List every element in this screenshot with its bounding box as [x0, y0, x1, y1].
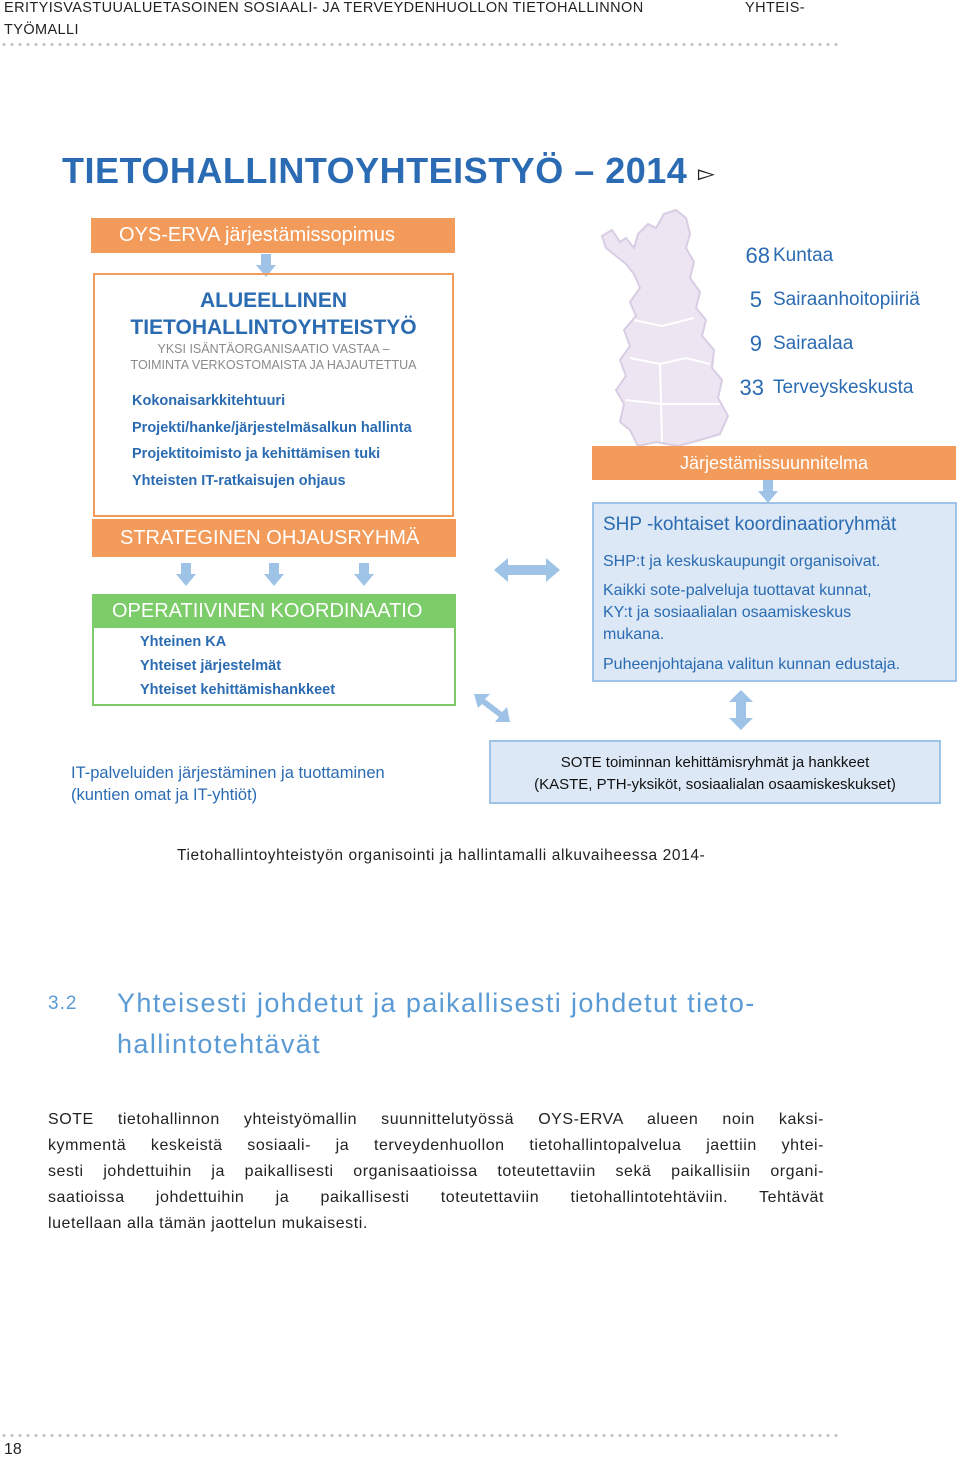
- shp-heading: SHP -kohtaiset koordinaatioryhmät: [603, 514, 897, 535]
- alueellinen-heading2: TIETOHALLINTOYHTEISTYÖ: [130, 316, 417, 339]
- stat-number: 33: [739, 375, 764, 400]
- alueellinen-sub1: YKSI ISÄNTÄORGANISAATIO VASTAA –: [157, 342, 390, 356]
- sote-box: [489, 740, 941, 804]
- title-pointer-icon: ▻: [697, 160, 716, 186]
- diagram-title-text: TIETOHALLINTOYHTEISTYÖ – 2014: [62, 150, 688, 191]
- figure-caption: Tietohallintoyhteistyön organisointi ja hallintamalli alkuvaiheessa 2014-: [177, 847, 706, 864]
- arrow-down-icon: [264, 563, 284, 587]
- shp-box: [592, 502, 957, 682]
- alueellinen-item: Kokonaisarkkitehtuuri: [132, 393, 286, 409]
- footer-dotted-rule: [0, 1433, 840, 1438]
- section-title-line2: hallintotehtävät: [117, 1029, 322, 1059]
- stat-number: 5: [749, 287, 762, 312]
- jarjestamis-label: Järjestämissuunnitelma: [679, 452, 869, 473]
- running-header-line1: ERITYISVASTUUALUETASOINEN SOSIAALI- JA TERVEYDENHUOLLON TIETOHALLINNON: [4, 0, 644, 16]
- shp-line: mukana.: [603, 626, 665, 643]
- shp-line: SHP:t ja keskuskaupungit organisoivat.: [603, 553, 881, 570]
- operatiivinen-item: Yhteiset kehittämishankkeet: [140, 682, 336, 698]
- alueellinen-item: Projektitoimisto ja kehittämisen tuki: [132, 446, 381, 462]
- section-number: 3.2: [48, 993, 78, 1014]
- running-header-line2: TYÖMALLI: [4, 22, 79, 38]
- double-arrow-horizontal-icon: [492, 556, 562, 584]
- paragraph-line: sesti johdettuihin ja paikallisesti organisaatioissa toteutettaviin sekä paikallisiin organi-: [48, 1163, 824, 1180]
- strateginen-label: STRATEGINEN OHJAUSRYHMÄ: [120, 526, 420, 549]
- alueellinen-box: [93, 273, 454, 517]
- alueellinen-heading1: ALUEELLINEN: [200, 289, 347, 312]
- jarjestamis-box: [592, 446, 956, 480]
- shp-line: Puheenjohtajana valitun kunnan edustaja.: [603, 656, 901, 673]
- finland-map-icon: [590, 208, 740, 448]
- section-title-line1: Yhteisesti johdetut ja paikallisesti johdetut tieto-: [117, 988, 756, 1018]
- diagram-title: [62, 150, 715, 192]
- operatiivinen-header: [92, 594, 456, 628]
- double-arrow-diagonal-icon: [470, 690, 514, 726]
- arrow-down-icon: [354, 563, 374, 587]
- double-arrow-vertical-icon: [728, 688, 754, 732]
- it-palvelut-line2: (kuntien omat ja IT-yhtiöt): [71, 786, 258, 804]
- oys-erva-label: OYS-ERVA järjestämissopimus: [119, 224, 396, 246]
- operatiivinen-item: Yhteinen KA: [140, 634, 227, 650]
- operatiivinen-item: Yhteiset järjestelmät: [140, 658, 282, 674]
- shp-line: Kaikki sote-palveluja tuottavat kunnat,: [603, 582, 872, 599]
- operatiivinen-box: [92, 628, 456, 706]
- alueellinen-item: Yhteisten IT-ratkaisujen ohjaus: [132, 473, 346, 489]
- body-paragraph: [48, 1107, 824, 1237]
- stat-label: Sairaanhoitopiiriä: [773, 289, 920, 310]
- it-palvelut-line1: IT-palveluiden järjestäminen ja tuottaminen: [71, 764, 385, 782]
- stat-number: 68: [745, 243, 770, 268]
- operatiivinen-heading: OPERATIIVINEN KOORDINAATIO: [112, 599, 423, 622]
- stat-label: Sairaalaa: [773, 333, 854, 354]
- arrow-down-icon: [758, 480, 778, 504]
- running-header-line1-right: YHTEIS-: [745, 0, 805, 16]
- paragraph-line: kymmentä keskeistä sosiaali- ja terveydenhuollon tietohallintopalvelua jaettiin yhtei-: [48, 1137, 824, 1154]
- header-dotted-rule: [0, 42, 840, 47]
- stat-number: 9: [749, 331, 762, 356]
- sote-line2: (KASTE, PTH-yksiköt, sosiaalialan osaamiskeskukset): [534, 776, 896, 793]
- strateginen-box: [92, 519, 456, 557]
- paragraph-line: SOTE tietohallinnon yhteistyömallin suunnittelutyössä OYS-ERVA alueen noin kaksi-: [48, 1111, 824, 1128]
- alueellinen-sub2: TOIMINTA VERKOSTOMAISTA JA HAJAUTETTUA: [130, 358, 417, 372]
- stat-label: Terveyskeskusta: [773, 377, 914, 398]
- page-number: 18: [4, 1441, 22, 1458]
- sote-line1: SOTE toiminnan kehittämisryhmät ja hankkeet: [560, 754, 870, 771]
- paragraph-line: luetellaan alla tämän jaottelun mukaisesti.: [48, 1215, 368, 1232]
- shp-line: KY:t ja sosiaalialan osaamiskeskus: [603, 604, 852, 621]
- oys-erva-box: [91, 218, 455, 253]
- arrow-down-icon: [176, 563, 196, 587]
- alueellinen-item: Projekti/hanke/järjestelmäsalkun hallinta: [132, 420, 412, 436]
- stat-label: Kuntaa: [773, 245, 834, 266]
- paragraph-line: saatioissa johdettuihin ja paikallisesti toteutettaviin tietohallintotehtäviin. Tehtävät: [48, 1189, 824, 1206]
